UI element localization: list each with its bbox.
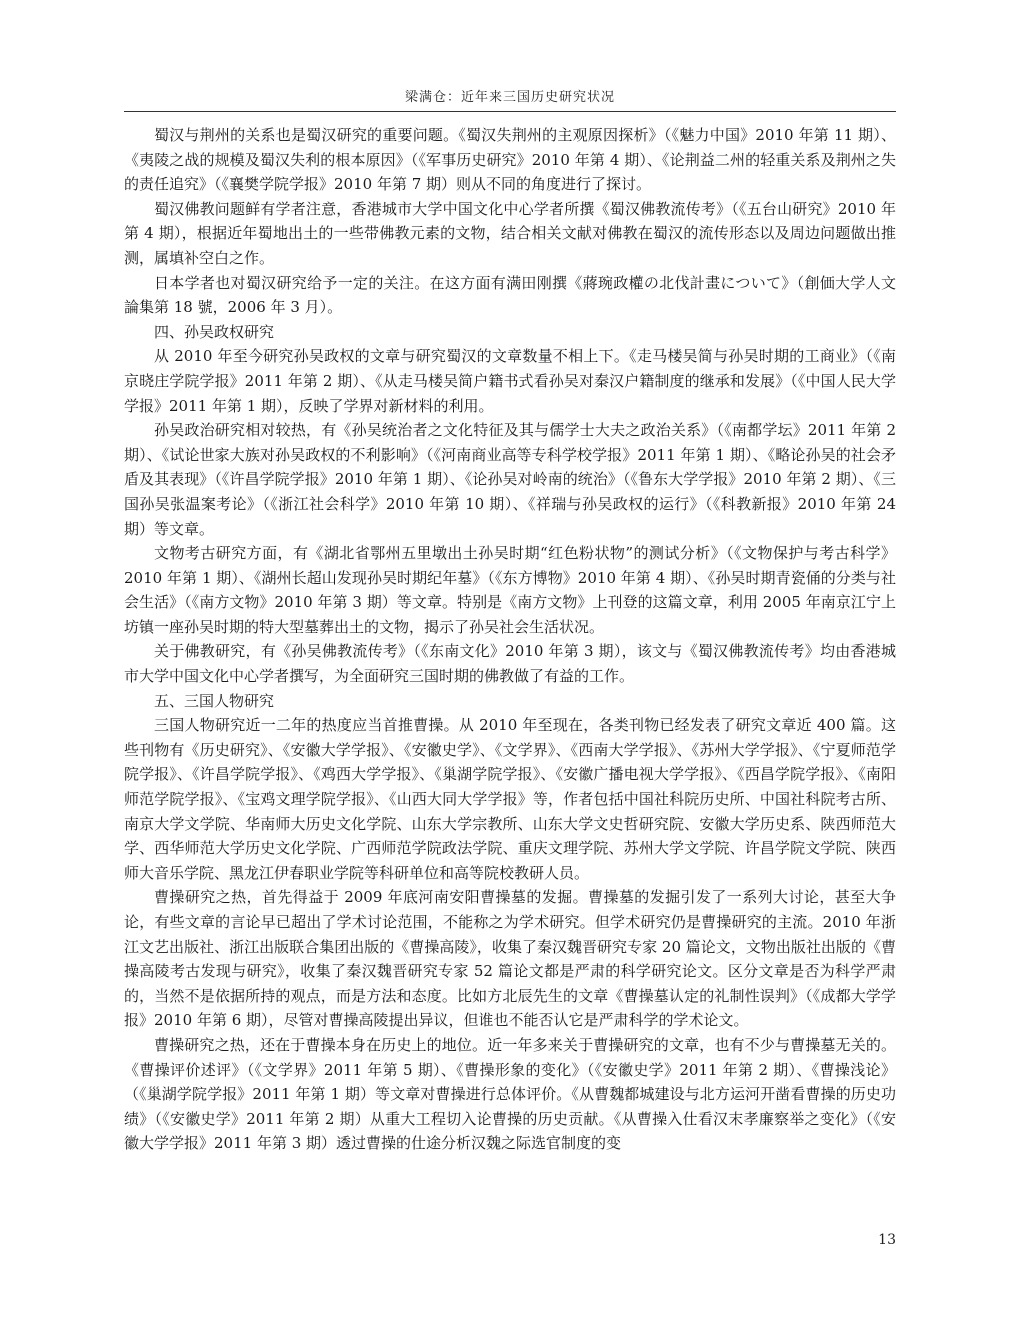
section-heading: 四、孙吴政权研究 [154,322,275,341]
paragraph: 三国人物研究近一二年的热度应当首推曹操。从 2010 年至现在，各类刊物已经发表了研究文章近 400 篇。这些刊物有《历史研究》、《安徽大学学报》、《安徽史学》、《文学界》、《西南大学学报》、《苏州大学学报》、《宁夏师范学院学报》、《许昌学院学报》、《鸡西大学学报》、《巢湖学院学报》、《安徽广播电视大学学报》、《西昌学院学报》、《南阳师范学院学报》、《宝鸡文理学院学报》、《山西大同大学学报》等，作者包括中国社科院历史所、中国社科院考古所、南京大学文学院、华南师大历史文化学院、山东大学宗教所、山东大学文史哲研究院、安徽大学历史系、陕西师范大学、西华师范大学历史文化学院、广西师范学院政法学院、重庆文理学院、苏州大学文学院、许昌学院文学院、陕西师大音乐学院、黑龙江伊春职业学院等科研单位和高等院校教研人员。 [124,716,896,882]
paragraph: 关于佛教研究，有《孙吴佛教流传考》（《东南文化》2010 年第 3 期），该文与《蜀汉佛教流传考》均由香港城市大学中国文化中心学者撰写，为全面研究三国时期的佛教做了有益的工作。 [124,642,896,686]
running-header: 梁满仓：近年来三国历史研究状况 [404,90,615,105]
paragraph: 蜀汉佛教问题鲜有学者注意，香港城市大学中国文化中心学者所撰《蜀汉佛教流传考》（《五台山研究》2010 年第 4 期），根据近年蜀地出土的一些带佛教元素的文物，结合相关文献对佛教在蜀汉的流传形态以及周边问题做出推测，属填补空白之作。 [124,199,896,267]
paragraph: 蜀汉与荆州的关系也是蜀汉研究的重要问题。《蜀汉失荆州的主观原因探析》（《魅力中国》2010 年第 11 期）、《夷陵之战的规模及蜀汉失利的根本原因》（《军事历史研究》2010 年第 4 期）、《论荆益二州的轻重关系及荆州之失的责任追究》（《襄樊学院学报》2010 年第 7 期）则从不同的角度进行了探讨。 [124,126,896,194]
paragraph: 从 2010 年至今研究孙吴政权的文章与研究蜀汉的文章数量不相上下。《走马楼吴简与孙吴时期的工商业》（《南京晓庄学院学报》2011 年第 2 期）、《从走马楼吴简户籍书式看孙吴对秦汉户籍制度的继承和发展》（《中国人民大学学报》2011 年第 1 期），反映了学界对新材料的利用。 [124,347,896,415]
paragraph: 曹操研究之热，还在于曹操本身在历史上的地位。近一年多来关于曹操研究的文章，也有不少与曹操墓无关的。《曹操评价述评》（《文学界》2011 年第 5 期）、《曹操形象的变化》（《安徽史学》2011 年第 2 期）、《曹操浅论》（《巢湖学院学报》2011 年第 1 期）等文章对曹操进行总体评价。《从曹魏都城建设与北方运河开凿看曹操的历史功绩》（《安徽史学》2011 年第 2 期）从重大工程切入论曹操的历史贡献。《从曹操入仕看汉末孝廉察举之变化》（《安徽大学学报》2011 年第 3 期）透过曹操的仕途分析汉魏之际选官制度的变 [124,1035,896,1153]
paragraph: 日本学者也对蜀汉研究给予一定的关注。在这方面有满田刚撰《蔣琬政權の北伐計畫について》（創価大学人文論集第 18 號，2006 年 3 月）。 [124,273,896,317]
paragraph: 文物考古研究方面，有《湖北省鄂州五里墩出土孙吴时期“红色粉状物”的测试分析》（《文物保护与考古科学》2010 年第 1 期）、《湖州长超山发现孙吴时期纪年墓》（《东方博物》2010 年第 4 期）、《孙吴时期青瓷俑的分类与社会生活》（《南方文物》2010 年第 3 期）等文章。特别是《南方文物》上刊登的这篇文章，利用 2005 年南京江宁上坊镇一座孙吴时期的特大型墓葬出土的文物，揭示了孙吴社会生活状况。 [124,544,896,636]
paragraph: 孙吴政治研究相对较热，有《孙吴统治者之文化特征及其与儒学士大夫之政治关系》（《南都学坛》2011 年第 2 期）、《试论世家大族对孙吴政权的不利影响》（《河南商业高等专科学校学报》2011 年第 1 期）、《略论孙吴的社会矛盾及其表现》（《许昌学院学报》2010 年第 1 期）、《论孙吴对岭南的统治》（《鲁东大学学报》2010 年第 2 期）、《三国孙吴张温案考论》（《浙江社会科学》2010 年第 10 期）、《祥瑞与孙吴政权的运行》（《科教新报》2010 年第 24 期）等文章。 [124,421,896,538]
section-heading: 五、三国人物研究 [154,691,275,710]
header-rule [124,111,896,112]
page-number: 13 [878,1232,896,1248]
article-body [124,123,896,1156]
paragraph: 曹操研究之热，首先得益于 2009 年底河南安阳曹操墓的发掘。曹操墓的发掘引发了一系列大讨论，甚至大争论，有些文章的言论早已超出了学术讨论范围，不能称之为学术研究。但学术研究仍是曹操研究的主流。2010 年浙江文艺出版社、浙江出版联合集团出版的《曹操高陵》，收集了秦汉魏晋研究专家 20 篇论文，文物出版社出版的《曹操高陵考古发现与研究》，收集了秦汉魏晋研究专家 52 篇论文都是严肃的科学研究论文。区分文章是否为科学严肃的，当然不是依据所持的观点，而是方法和态度。比如方北辰先生的文章《曹操墓认定的礼制性误判》（《成都大学学报》2010 年第 6 期），尽管对曹操高陵提出异议，但谁也不能否认它是严肃科学的学术论文。 [124,888,896,1030]
